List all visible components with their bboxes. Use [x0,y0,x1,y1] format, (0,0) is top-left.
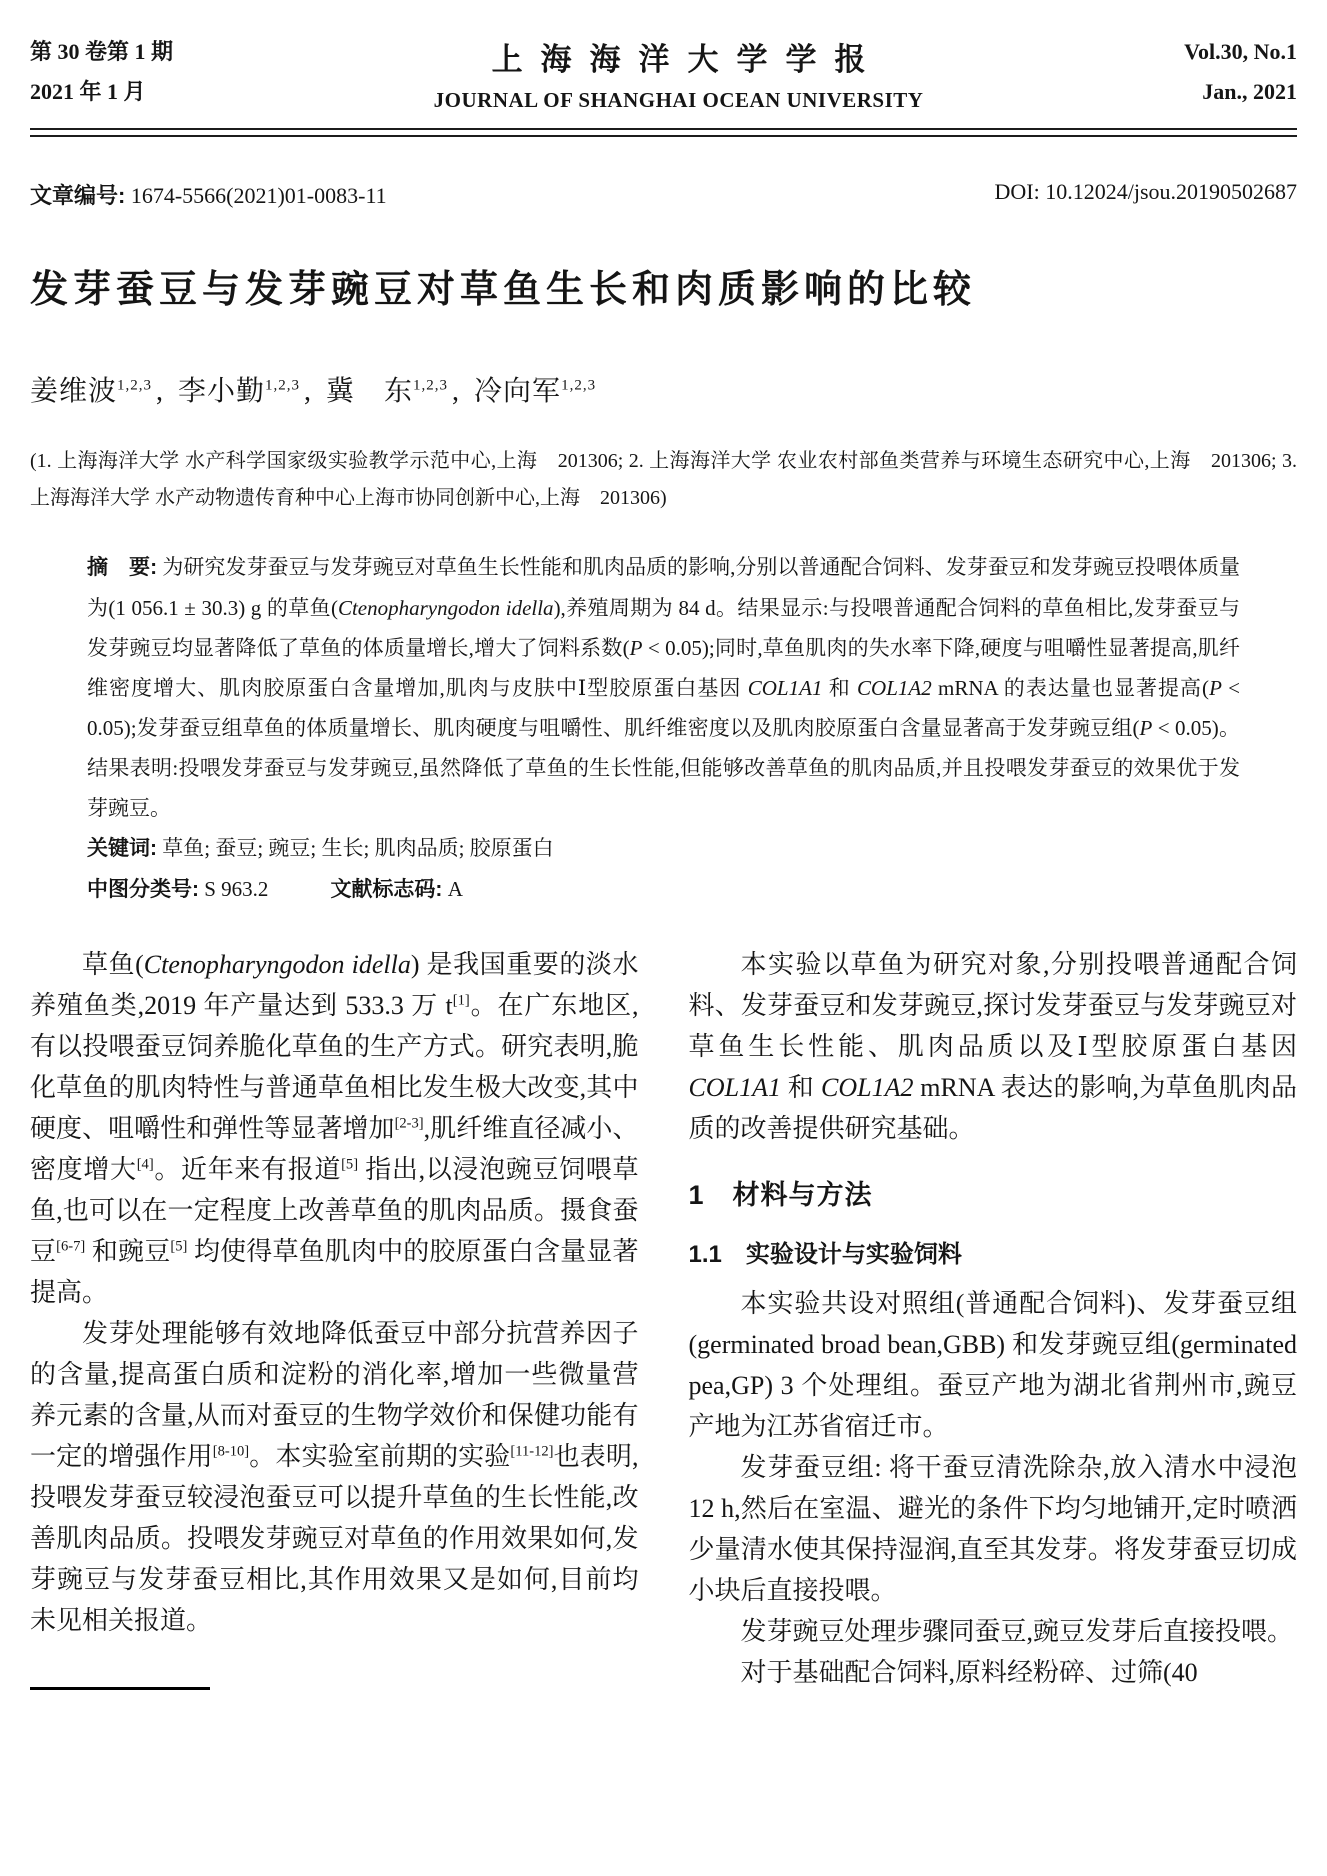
journal-header [30,32,1297,113]
author-name: 姜维波$^{1,2,3}$ [30,376,153,407]
keywords-line [87,828,1240,869]
clc-value: S 963.2 [199,877,269,901]
author-affil-superscript: 1,2,3 [413,377,449,394]
doc-code-value: A [442,877,463,901]
date-line-en: Jan., 2021 [1202,79,1297,104]
article-meta-row [30,179,1297,210]
affiliation: (1. 上海海洋大学 水产科学国家级实验教学示范中心,上海 201306; 2. 上海海洋大学 农业农村部鱼类营养与环境生态研究中心,上海 201306; 3. 上海海洋大学 水产动物遗传育种中心上海市协同创新中心,上海 201306) [30,450,1297,509]
paragraph: 本实验共设对照组(普通配合饲料)、发芽蚕豆组(germinated broad bean,GBB) 和发芽豌豆组(germinated pea,GP) 3 个处理组。蚕豆产地为湖北省荆州市,豌豆产地为江苏省宿迁市。 [688,1289,1297,1441]
author-separator: , [304,376,313,407]
paragraph: 发芽处理能够有效地降低蚕豆中部分抗营养因子的含量,提高蛋白质和淀粉的消化率,增加一些微量营养元素的含量,从而对蚕豆的生物学效价和保健功能有一定的增强作用[8-10]。本实验室前期的实验[11-12]也表明,投喂发芽蚕豆较浸泡蚕豆可以提升草鱼的生长性能,改善肌肉品质。投喂发芽豌豆对草鱼的作用效果如何,发芽豌豆与发芽蚕豆相比,其作用效果又是如何,目前均未见相关报道。 [30,1319,639,1635]
authors-line [30,369,1297,409]
author-name: 冀 东$^{1,2,3}$ [326,376,449,407]
paragraph: 草鱼(Ctenopharyngodon idella) 是我国重要的淡水养殖鱼类,2019 年产量达到 533.3 万 t[1]。在广东地区,有以投喂蚕豆饲养脆化草鱼的生产方式。研究表明,脆化草鱼的肌肉特性与普通草鱼相比发生极大改变,其中硬度、咀嚼性和弹性等显著增加[2-3],肌纤维直径减小、密度增大[4]。近年来有报道[5] 指出,以浸泡豌豆饲喂草鱼,也可以在一定程度上改善草鱼的肌肉品质。摄食蚕豆[6-7] 和豌豆[5] 均使得草鱼肌肉中的胶原蛋白含量显著提高。 [30,950,639,1307]
body-columns [30,944,1297,1693]
body-left-column [30,944,639,1693]
clc-line [87,869,1240,910]
keywords-label: 关键词: [87,837,157,860]
journal-title-cn: 上海海洋大学学报 [491,42,884,77]
date-line-cn: 2021 年 1 月 [30,79,146,104]
volume-line: 第 30 卷第 1 期 [30,39,174,64]
paper-title: 发芽蚕豆与发芽豌豆对草鱼生长和肉质影响的比较 [30,269,977,311]
keywords-text: 草鱼; 蚕豆; 豌豆; 生长; 肌肉品质; 胶原蛋白 [157,836,554,860]
author-separator: , [156,376,165,407]
paragraph: 本实验以草鱼为研究对象,分别投喂普通配合饲料、发芽蚕豆和发芽豌豆,探讨发芽蚕豆与发芽豌豆对草鱼生长性能、肌肉品质以及Ⅰ型胶原蛋白基因 COL1A1 和 COL1A2 mRNA 表达的影响,为草鱼肌肉品质的改善提供研究基础。 [688,950,1297,1143]
article-number [30,179,387,210]
footnote-divider [30,1687,210,1690]
doc-code-label: 文献标志码: [330,878,443,901]
section-heading: 1 材料与方法 [688,1180,873,1210]
abstract-text: 为研究发芽蚕豆与发芽豌豆对草鱼生长性能和肌肉品质的影响,分别以普通配合饲料、发芽蚕豆和发芽豌豆投喂体质量为(1 056.1 ± 30.3) g 的草鱼(Ctenopharyngodon idella),养殖周期为 84 d。结果显示:与投喂普通配合饲料的草鱼相比,发芽蚕豆与发芽豌豆均显著降低了草鱼的体质量增长,增大了饲料系数(P < 0.05);同时,草鱼肌肉的失水率下降,硬度与咀嚼性显著提高,肌纤维密度增大、肌肉胶原蛋白含量增加,肌肉与皮肤中Ⅰ型胶原蛋白基因 COL1A1 和 COL1A2 mRNA 的表达量也显著提高(P < 0.05);发芽蚕豆组草鱼的体质量增长、肌肉硬度与咀嚼性、肌纤维密度以及肌肉胶原蛋白含量显著高于发芽豌豆组(P < 0.05)。结果表明:投喂发芽蚕豆与发芽豌豆,虽然降低了草鱼的生长性能,但能够改善草鱼的肌肉品质,并且投喂发芽蚕豆的效果优于发芽豌豆。 [87,555,1241,820]
journal-masthead [173,32,1184,113]
abstract-label: 摘 要: [87,556,158,579]
paragraph: 发芽蚕豆组: 将干蚕豆清洗除杂,放入清水中浸泡 12 h,然后在室温、避光的条件下均匀地铺开,定时喷洒少量清水使其保持湿润,直至其发芽。将发芽蚕豆切成小块后直接投喂。 [688,1453,1297,1605]
author-affil-superscript: 1,2,3 [117,377,153,394]
author-separator: , [452,376,461,407]
article-number-label: 文章编号: [30,183,126,208]
author-name: 冷向军$^{1,2,3}$ [474,376,597,407]
volume-line-en: Vol.30, No.1 [1184,39,1297,64]
clc-label: 中图分类号: [87,878,199,901]
author-affil-superscript: 1,2,3 [561,377,597,394]
body-right-column [689,944,1298,1693]
journal-title-en: JOURNAL OF SHANGHAI OCEAN UNIVERSITY [433,88,924,112]
article-number-value: 1674-5566(2021)01-0083-11 [125,183,387,208]
header-divider [30,128,1297,137]
doi: DOI: 10.12024/jsou.20190502687 [994,179,1297,204]
author-affil-superscript: 1,2,3 [265,377,301,394]
volume-issue-cn [30,32,173,112]
paragraph: 发芽豌豆处理步骤同蚕豆,豌豆发芽后直接投喂。 [740,1617,1294,1646]
subsection-heading: 1.1 实验设计与实验饲料 [688,1241,962,1268]
author-name: 李小勤$^{1,2,3}$ [178,376,301,407]
volume-issue-en [1184,32,1297,112]
abstract [87,547,1240,828]
paragraph: 对于基础配合饲料,原料经粉碎、过筛(40 [740,1658,1198,1687]
